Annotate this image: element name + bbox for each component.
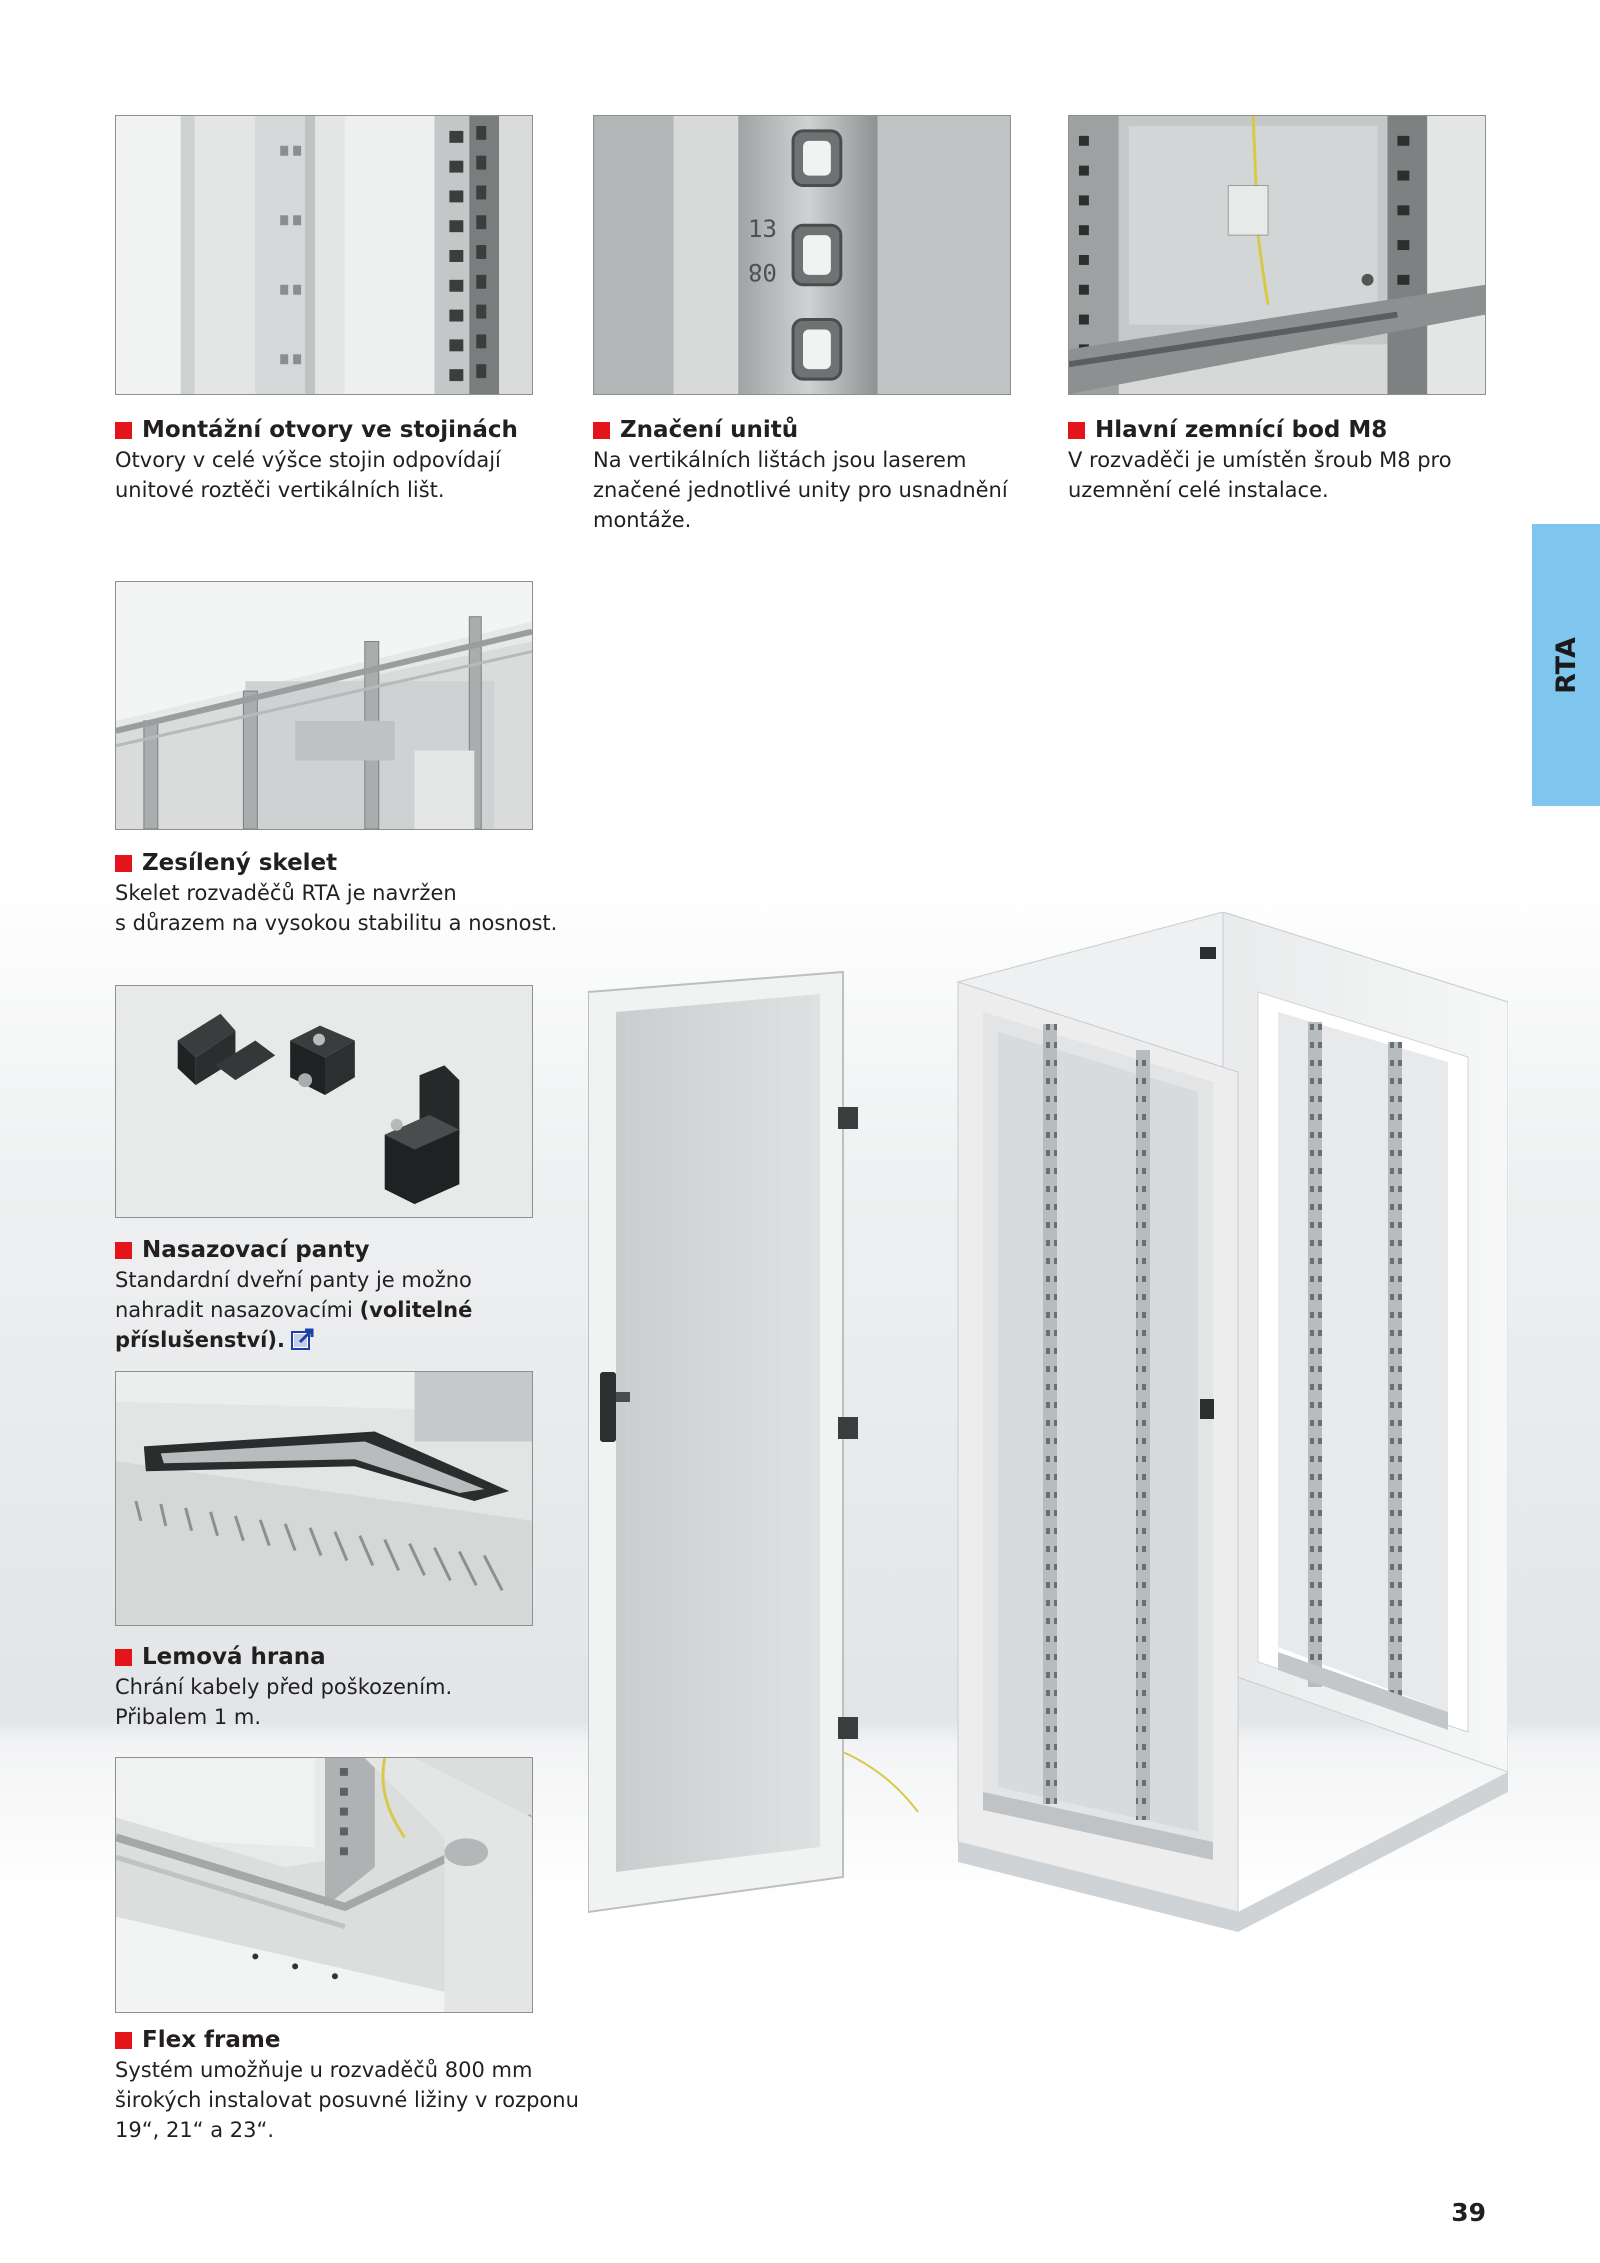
red-square-icon <box>593 422 610 439</box>
caption-body: Na vertikálních lištách jsou laserem značené jednotlivé unity pro usnadnění montáže. <box>593 448 1008 532</box>
caption-body: Skelet rozvaděčů RTA je navržen s důrazem na vysokou stabilitu a nosnost. <box>115 881 558 935</box>
red-square-icon <box>115 2032 132 2049</box>
page-number: 39 <box>1451 2198 1486 2227</box>
caption-title: Lemová hrana <box>115 1642 585 1672</box>
photo-hinges <box>115 985 533 1218</box>
red-square-icon <box>115 422 132 439</box>
caption-body: Standardní dveřní panty je možno nahradit nasazovacími (volitelné příslušenství). <box>115 1268 473 1352</box>
caption-flex <box>115 2025 605 2145</box>
photo-flex-frame <box>115 1757 533 2013</box>
photo-unit-marking <box>593 115 1011 395</box>
caption-ground <box>1068 415 1518 505</box>
photo-mounting-holes <box>115 115 533 395</box>
caption-body: Otvory v celé výšce stojin odpovídají unitové roztěči vertikálních lišt. <box>115 448 501 502</box>
caption-body: Systém umožňuje u rozvaděčů 800 mm širokých instalovat posuvné ližiny v rozponu 19“, 21“ a 23“. <box>115 2058 579 2142</box>
red-square-icon <box>1068 422 1085 439</box>
caption-title: Značení unitů <box>593 415 1043 445</box>
caption-edge <box>115 1642 585 1732</box>
red-square-icon <box>115 855 132 872</box>
photo-edge-protection <box>115 1371 533 1626</box>
unit-label-08: 08 <box>748 258 777 286</box>
caption-hinges <box>115 1235 585 1355</box>
photo-ground-point <box>1068 115 1486 395</box>
cabinet-illustration <box>588 912 1508 1932</box>
red-square-icon <box>115 1242 132 1259</box>
external-link-icon[interactable] <box>291 1328 315 1350</box>
side-tab-rta: RTA <box>1532 524 1600 806</box>
photo-skeleton <box>115 581 533 830</box>
caption-mounting <box>115 415 565 505</box>
caption-title: Zesílený skelet <box>115 848 595 878</box>
caption-title: Hlavní zemnící bod M8 <box>1068 415 1518 445</box>
caption-title: Flex frame <box>115 2025 605 2055</box>
caption-title: Montážní otvory ve stojinách <box>115 415 565 445</box>
caption-skeleton <box>115 848 595 938</box>
red-square-icon <box>115 1649 132 1666</box>
unit-label-13: 13 <box>748 215 777 243</box>
caption-body: Chrání kabely před poškozením. Přibalem 1 m. <box>115 1675 453 1729</box>
caption-title: Nasazovací panty <box>115 1235 585 1265</box>
caption-body: V rozvaděči je umístěn šroub M8 pro uzemnění celé instalace. <box>1068 448 1452 502</box>
caption-units <box>593 415 1043 535</box>
